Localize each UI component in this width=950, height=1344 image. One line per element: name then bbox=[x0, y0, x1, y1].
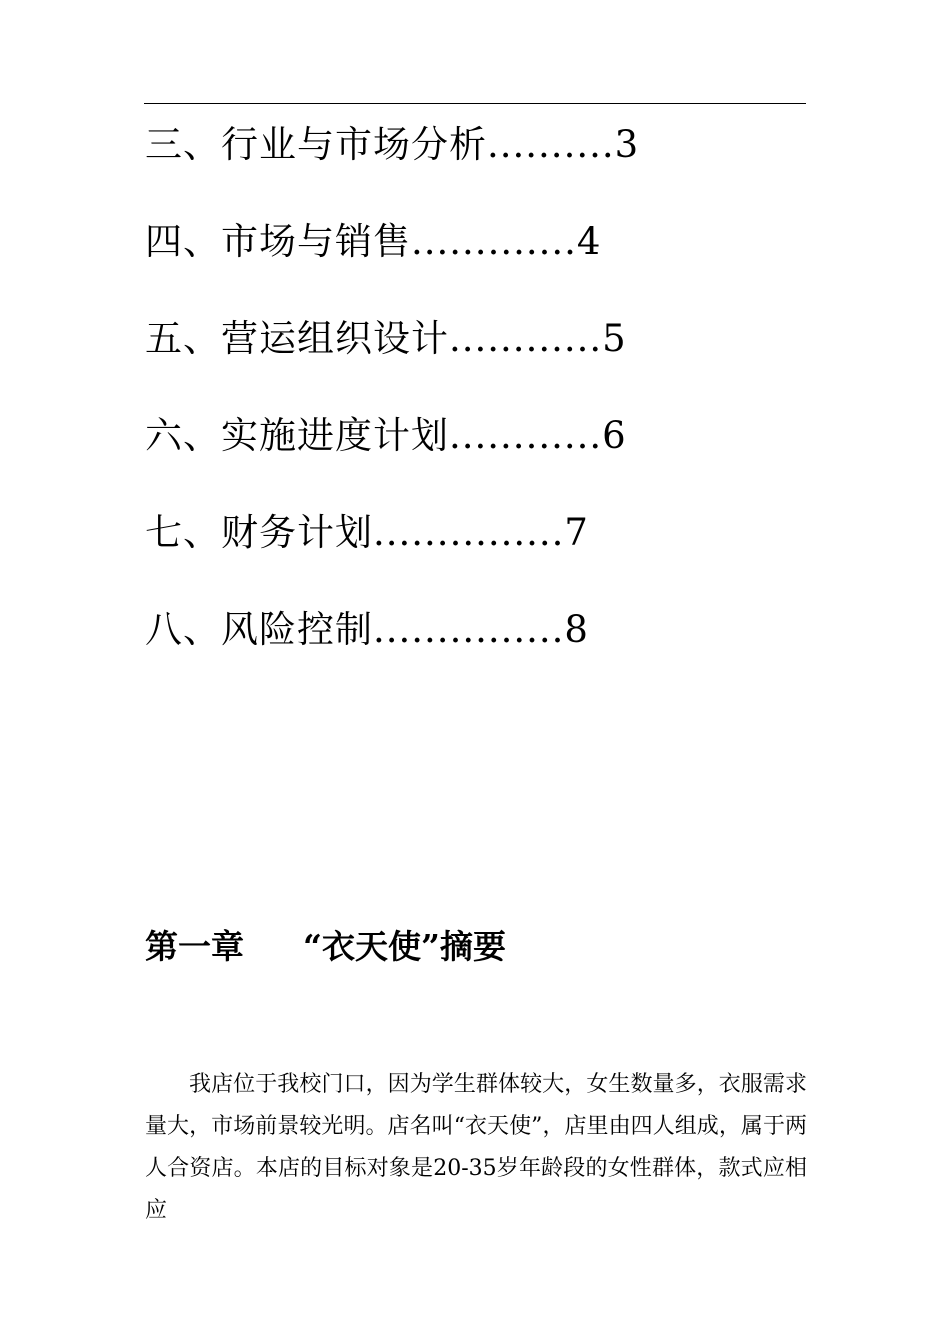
toc-entry-title: 三、行业与市场分析 bbox=[145, 123, 487, 166]
toc-entry[interactable] bbox=[145, 597, 755, 694]
chapter-heading bbox=[145, 922, 506, 972]
toc-page-number: 4 bbox=[576, 220, 601, 263]
toc-entry-title: 六、实施进度计划 bbox=[145, 414, 449, 457]
toc-entry[interactable] bbox=[145, 500, 755, 597]
toc-leader-dots: .......... bbox=[487, 123, 615, 166]
chapter-number: 第一章 bbox=[145, 927, 244, 966]
toc-entry-title: 八、风险控制 bbox=[145, 608, 373, 651]
toc-leader-dots: ............... bbox=[373, 511, 565, 554]
toc-page-number: 5 bbox=[602, 317, 626, 360]
chapter-title: “衣天使”摘要 bbox=[303, 927, 506, 966]
toc-entry[interactable] bbox=[145, 209, 755, 306]
toc-entry[interactable] bbox=[145, 403, 755, 500]
toc-entry-title: 七、财务计划 bbox=[145, 511, 373, 554]
toc-leader-dots: ............ bbox=[449, 414, 603, 457]
toc-entry[interactable] bbox=[145, 112, 755, 209]
toc-leader-dots: ............ bbox=[449, 317, 603, 360]
toc-page-number: 7 bbox=[564, 511, 588, 554]
toc-page-number: 3 bbox=[614, 123, 639, 166]
toc-page-number: 6 bbox=[602, 414, 626, 457]
body-paragraph: 我店位于我校门口，因为学生群体较大，女生数量多，衣服需求量大，市场前景较光明。店名叫“衣天使”，店里由四人组成，属于两人合资店。本店的目标对象是20-35岁年龄段的女性群体，款式应相应 bbox=[145, 1072, 807, 1223]
header-rule bbox=[144, 103, 806, 104]
table-of-contents bbox=[145, 112, 755, 694]
toc-entry[interactable] bbox=[145, 306, 755, 403]
toc-entry-title: 四、市场与销售 bbox=[145, 220, 411, 263]
toc-leader-dots: ............. bbox=[411, 220, 577, 263]
body-text bbox=[145, 1064, 807, 1232]
toc-entry-title: 五、营运组织设计 bbox=[145, 317, 449, 360]
toc-leader-dots: ............... bbox=[373, 608, 565, 651]
toc-page-number: 8 bbox=[564, 608, 588, 651]
